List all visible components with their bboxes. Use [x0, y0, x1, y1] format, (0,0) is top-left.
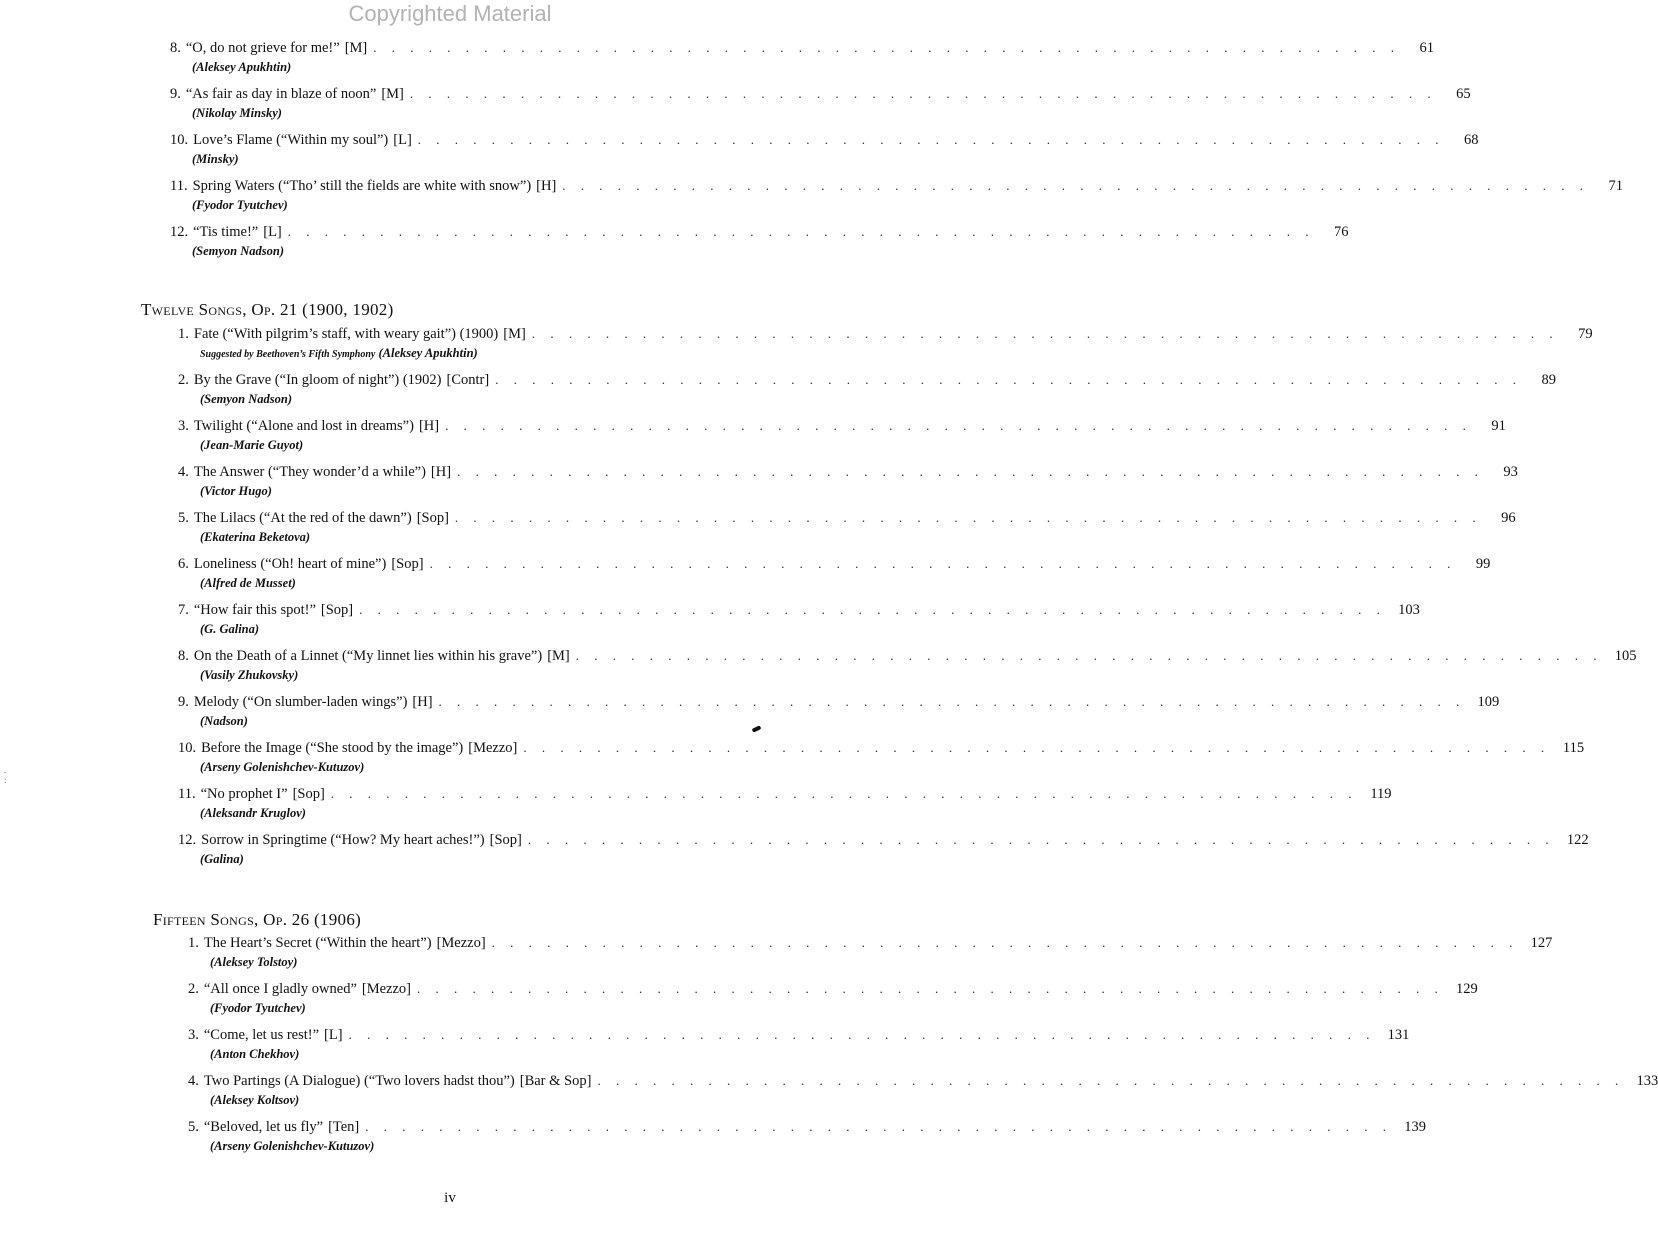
- dot-leader: . . . . . . . . . . . . . . . . . . . . . . . . . . . . . . . . . . . . . . . . . . . . . . . . . . . . . . . .: [348, 1027, 1376, 1042]
- voice-type: [M]: [344, 40, 368, 56]
- entry-number: 2.: [178, 372, 189, 388]
- toc-entry-line: [178, 646, 1637, 666]
- page-ref: 119: [1370, 786, 1392, 802]
- dot-leader: . . . . . . . . . . . . . . . . . . . . . . . . . . . . . . . . . . . . . . . . . . . . . . . . . . . . . . . .: [417, 981, 1444, 996]
- page-ref: 61: [1419, 40, 1434, 56]
- dot-leader: . . . . . . . . . . . . . . . . . . . . . . . . . . . . . . . . . . . . . . . . . . . . . . . . . . . . . . . .: [417, 132, 1445, 147]
- toc-entry-line: [170, 84, 1471, 104]
- entry-title-group: [199, 933, 486, 953]
- song-title: “As fair as day in blaze of noon”: [185, 86, 377, 102]
- entry-subline: [170, 150, 712, 168]
- voice-type: [Mezzo]: [361, 981, 411, 997]
- entry-number: 9.: [170, 86, 181, 102]
- song-title: Spring Waters (“Tho’ still the fields are white with snow”): [192, 178, 532, 194]
- entry-subline: [178, 436, 714, 454]
- section-heading-fifteen-songs: Fifteen Songs, Op. 26 (1906): [153, 910, 362, 929]
- entry-subline: [178, 390, 714, 408]
- poet-name: (Semyon Nadson): [200, 392, 293, 406]
- toc-entry: [178, 646, 1637, 692]
- entry-subline: [178, 574, 714, 592]
- entry-number: 1.: [188, 935, 199, 951]
- song-title: “How fair this spot!”: [193, 602, 316, 618]
- poet-name: (Nadson): [200, 714, 248, 728]
- page-ref: 122: [1566, 832, 1589, 848]
- song-title: “Come, let us rest!”: [203, 1027, 320, 1043]
- page-ref: 68: [1464, 132, 1479, 148]
- song-title: Loneliness (“Oh! heart of mine”): [193, 556, 387, 572]
- entry-subline: [188, 953, 730, 971]
- song-title: On the Death of a Linnet (“My linnet lies within his grave”): [193, 648, 543, 664]
- entry-title-group: [199, 979, 411, 999]
- entry-title-group: [189, 370, 489, 390]
- ink-mark: [752, 725, 762, 732]
- poet-name: (Aleksandr Kruglov): [200, 806, 306, 820]
- voice-type: [H]: [536, 178, 557, 194]
- song-title: Before the Image (“She stood by the image”): [201, 740, 464, 756]
- toc-entry-line: [170, 176, 1624, 196]
- entry-note: Suggested by Beethoven’s Fifth Symphony: [200, 349, 376, 360]
- toc-entry-line: [188, 1025, 1410, 1045]
- toc-entry: [170, 84, 1471, 130]
- page-ref: 79: [1578, 326, 1593, 342]
- toc-entry-line: [178, 692, 1500, 712]
- toc-entry: [170, 222, 1349, 268]
- page-ref: 96: [1501, 510, 1516, 526]
- entry-title-group: [188, 130, 412, 150]
- page-ref: 127: [1530, 935, 1553, 951]
- entry-title-group: [189, 324, 526, 344]
- toc-entry: [188, 979, 1478, 1025]
- toc-entry-line: [178, 600, 1420, 620]
- voice-type: [L]: [263, 224, 282, 240]
- entry-title-group: [196, 738, 517, 758]
- toc-entry-line: [188, 1071, 1658, 1091]
- poet-name: (Victor Hugo): [200, 484, 272, 498]
- dot-leader: . . . . . . . . . . . . . . . . . . . . . . . . . . . . . . . . . . . . . . . . . . . . . . . . . . . . . . . .: [365, 1119, 1393, 1134]
- entry-subline: [188, 1045, 730, 1063]
- voice-type: [L]: [324, 1027, 343, 1043]
- poet-name: (Arseny Golenishchev-Kutuzov): [200, 760, 365, 774]
- song-title: “O, do not grieve for me!”: [185, 40, 340, 56]
- entry-title-group: [196, 784, 325, 804]
- toc-entry: [170, 130, 1479, 176]
- page-ref: 103: [1398, 602, 1420, 618]
- entry-title-group: [189, 600, 353, 620]
- entry-number: 10.: [170, 132, 189, 148]
- entry-number: 9.: [178, 694, 189, 710]
- poet-name: (Fyodor Tyutchev): [192, 198, 288, 212]
- entry-title-group: [189, 462, 451, 482]
- toc-entry-line: [170, 222, 1349, 242]
- entry-number: 3.: [178, 418, 189, 434]
- entry-number: 6.: [178, 556, 189, 572]
- page-ref: 99: [1475, 556, 1491, 572]
- toc-entry: [178, 830, 1589, 876]
- song-title: The Heart’s Secret (“Within the heart”): [203, 935, 432, 951]
- poet-name: (Jean-Marie Guyot): [200, 438, 304, 452]
- dot-leader: . . . . . . . . . . . . . . . . . . . . . . . . . . . . . . . . . . . . . . . . . . . . . . . . . . . . . . . .: [429, 556, 1457, 571]
- page-ref: 93: [1503, 464, 1518, 480]
- poet-name: (Aleksey Apukhtin): [192, 60, 292, 74]
- toc-entry: [170, 176, 1624, 222]
- entry-number: 4.: [178, 464, 189, 480]
- toc-entry-line: [188, 1117, 1427, 1137]
- entry-title-group: [181, 84, 404, 104]
- poet-name: (G. Galina): [200, 622, 260, 636]
- dot-leader: . . . . . . . . . . . . . . . . . . . . . . . . . . . . . . . . . . . . . . . . . . . . . . . . . . . . . . . .: [330, 786, 1358, 801]
- entry-number: 11.: [178, 786, 196, 802]
- entry-number: 4.: [188, 1073, 199, 1089]
- song-title: The Lilacs (“At the red of the dawn”): [193, 510, 412, 526]
- entry-subline: [178, 758, 714, 776]
- toc-entry: [178, 738, 1585, 784]
- toc-entry: [170, 38, 1434, 84]
- poet-name: (Alfred de Musset): [200, 576, 296, 590]
- page-ref: 105: [1614, 648, 1637, 664]
- entry-title-group: [196, 830, 522, 850]
- voice-type: [Sop]: [320, 602, 354, 618]
- dot-leader: . . . . . . . . . . . . . . . . . . . . . . . . . . . . . . . . . . . . . . . . . . . . . . . . . . . . . . . .: [527, 832, 1555, 847]
- dot-leader: . . . . . . . . . . . . . . . . . . . . . . . . . . . . . . . . . . . . . . . . . . . . . . . . . . . . . . . .: [287, 224, 1315, 239]
- entry-subline: [178, 850, 714, 868]
- song-title: The Answer (“They wonder’d a while”): [193, 464, 426, 480]
- toc-entry: [178, 692, 1500, 738]
- page-ref: 76: [1334, 224, 1349, 240]
- entry-title-group: [188, 222, 282, 242]
- toc-section-twelve-songs: [178, 324, 1637, 876]
- toc-entry: [178, 784, 1392, 830]
- song-title: Two Partings (A Dialogue) (“Two lovers hadst thou”): [203, 1073, 515, 1089]
- song-title: Fate (“With pilgrim’s staff, with weary gait”) (1900): [193, 326, 499, 342]
- toc-entry-line: [188, 933, 1553, 953]
- voice-type: [Bar & Sop]: [519, 1073, 592, 1089]
- dot-leader: . . . . . . . . . . . . . . . . . . . . . . . . . . . . . . . . . . . . . . . . . . . . . . . . . . . . . . . .: [373, 40, 1400, 55]
- entry-title-group: [189, 508, 449, 528]
- toc-section-continued: [170, 38, 1624, 268]
- page-ref: 133: [1636, 1073, 1658, 1089]
- song-title: “Beloved, let us fly”: [203, 1119, 324, 1135]
- entry-number: 8.: [170, 40, 181, 56]
- voice-type: [H]: [430, 464, 452, 480]
- toc-entry: [178, 370, 1556, 416]
- poet-name: (Aleksey Tolstoy): [210, 955, 298, 969]
- entry-title-group: [199, 1071, 592, 1091]
- song-title: Sorrow in Springtime (“How? My heart aches!”): [201, 832, 485, 848]
- toc-entry-line: [178, 738, 1585, 758]
- song-title: By the Grave (“In gloom of night”) (1902): [193, 372, 442, 388]
- poet-name: (Vasily Zhukovsky): [200, 668, 299, 682]
- song-title: Melody (“On slumber-laden wings”): [193, 694, 408, 710]
- song-title: Love’s Flame (“Within my soul”): [193, 132, 389, 148]
- page-ref: 109: [1477, 694, 1500, 710]
- voice-type: [Mezzo]: [436, 935, 486, 951]
- voice-type: [Sop]: [391, 556, 424, 572]
- section-heading-twelve-songs: Twelve Songs, Op. 21 (1900, 1902): [141, 300, 394, 319]
- poet-name: (Semyon Nadson): [192, 244, 285, 258]
- entry-subline: [178, 482, 714, 500]
- entry-number: 3.: [188, 1027, 199, 1043]
- poet-name: (Aleksey Apukhtin): [378, 346, 478, 360]
- dot-leader: . . . . . . . . . . . . . . . . . . . . . . . . . . . . . . . . . . . . . . . . . . . . . . . . . . . . . . . .: [562, 178, 1590, 193]
- poet-name: (Ekaterina Beketova): [200, 530, 311, 544]
- entry-title-group: [199, 1117, 359, 1137]
- toc-entry: [178, 416, 1506, 462]
- entry-number: 8.: [178, 648, 189, 664]
- page-number: iv: [444, 1190, 456, 1206]
- voice-type: [H]: [418, 418, 440, 434]
- entry-subline: [188, 1091, 730, 1109]
- toc-entry: [188, 933, 1553, 979]
- page-ref: 115: [1562, 740, 1585, 756]
- dot-leader: . . . . . . . . . . . . . . . . . . . . . . . . . . . . . . . . . . . . . . . . . . . . . . . . . . . . . . . .: [438, 694, 1466, 709]
- entry-subline: [170, 196, 712, 214]
- entry-title-group: [189, 416, 439, 436]
- voice-type: [M]: [381, 86, 404, 102]
- dot-leader: . . . . . . . . . . . . . . . . . . . . . . . . . . . . . . . . . . . . . . . . . . . . . . . . . . . . . . . .: [523, 740, 1551, 755]
- entry-number: 5.: [178, 510, 189, 526]
- poet-name: (Anton Chekhov): [210, 1047, 300, 1061]
- entry-number: 10.: [178, 740, 197, 756]
- voice-type: [H]: [412, 694, 433, 710]
- voice-type: [Sop]: [416, 510, 449, 526]
- entry-subline: [178, 666, 714, 684]
- toc-entry: [178, 508, 1516, 554]
- page-ref: 65: [1456, 86, 1471, 102]
- entry-subline: [170, 104, 712, 122]
- dot-leader: . . . . . . . . . . . . . . . . . . . . . . . . . . . . . . . . . . . . . . . . . . . . . . . . . . . . . . . .: [491, 935, 1519, 950]
- toc-entry: [178, 324, 1593, 370]
- dot-leader: . . . . . . . . . . . . . . . . . . . . . . . . . . . . . . . . . . . . . . . . . . . . . . . . . . . . . . . .: [409, 86, 1437, 101]
- voice-type: [L]: [393, 132, 412, 148]
- poet-name: (Aleksey Koltsov): [210, 1093, 300, 1107]
- dot-leader: . . . . . . . . . . . . . . . . . . . . . . . . . . . . . . . . . . . . . . . . . . . . . . . . . . . . . . . .: [531, 326, 1559, 341]
- entry-subline: [188, 999, 730, 1017]
- toc-entry: [178, 600, 1420, 646]
- toc-entry-line: [170, 130, 1479, 150]
- voice-type: [Ten]: [328, 1119, 360, 1135]
- poet-name: (Fyodor Tyutchev): [210, 1001, 306, 1015]
- scan-specks: . :: [4, 765, 7, 785]
- toc-entry-line: [170, 38, 1434, 58]
- toc-entry-line: [188, 979, 1478, 999]
- entry-number: 5.: [188, 1119, 199, 1135]
- copyright-watermark: Copyrighted Material: [348, 1, 552, 26]
- dot-leader: . . . . . . . . . . . . . . . . . . . . . . . . . . . . . . . . . . . . . . . . . . . . . . . . . . . . . . . .: [597, 1073, 1625, 1088]
- entry-number: 11.: [170, 178, 188, 194]
- voice-type: [Sop]: [489, 832, 522, 848]
- toc-entry: [188, 1025, 1410, 1071]
- page-ref: 139: [1404, 1119, 1427, 1135]
- song-title: “All once I gladly owned”: [203, 981, 357, 997]
- toc-entry: [178, 554, 1491, 600]
- entry-title-group: [189, 692, 433, 712]
- entry-title-group: [188, 176, 557, 196]
- dot-leader: . . . . . . . . . . . . . . . . . . . . . . . . . . . . . . . . . . . . . . . . . . . . . . . . . . . . . . . .: [454, 510, 1482, 525]
- page-ref: 131: [1387, 1027, 1410, 1043]
- toc-entry-line: [178, 508, 1516, 528]
- toc-entry-line: [178, 370, 1556, 390]
- entry-title-group: [189, 646, 570, 666]
- entry-subline: [188, 1137, 730, 1155]
- poet-name: (Arseny Golenishchev-Kutuzov): [210, 1139, 375, 1153]
- entry-title-group: [181, 38, 367, 58]
- toc-entry: [188, 1117, 1427, 1163]
- entry-subline: [178, 620, 714, 638]
- dot-leader: . . . . . . . . . . . . . . . . . . . . . . . . . . . . . . . . . . . . . . . . . . . . . . . . . . . . . . . .: [495, 372, 1522, 387]
- entry-number: 7.: [178, 602, 189, 618]
- poet-name: (Minsky): [192, 152, 239, 166]
- dot-leader: . . . . . . . . . . . . . . . . . . . . . . . . . . . . . . . . . . . . . . . . . . . . . . . . . . . . . . . .: [445, 418, 1472, 433]
- dot-leader: . . . . . . . . . . . . . . . . . . . . . . . . . . . . . . . . . . . . . . . . . . . . . . . . . . . . . . . .: [575, 648, 1603, 663]
- page-ref: 129: [1456, 981, 1478, 997]
- page-ref: 89: [1541, 372, 1556, 388]
- page-ref: 91: [1491, 418, 1506, 434]
- entry-number: 2.: [188, 981, 199, 997]
- toc-section-fifteen-songs: [188, 933, 1658, 1163]
- toc-entry-line: [178, 784, 1392, 804]
- entry-subline: [170, 242, 712, 260]
- voice-type: [Contr]: [446, 372, 490, 388]
- toc-entry-line: [178, 554, 1491, 574]
- page-ref: 71: [1608, 178, 1624, 194]
- toc-entry: [178, 462, 1518, 508]
- voice-type: [Sop]: [292, 786, 325, 802]
- entry-number: 12.: [170, 224, 189, 240]
- song-title: “Tis time!”: [193, 224, 259, 240]
- toc-entry-line: [178, 462, 1518, 482]
- song-title: “No prophet I”: [200, 786, 288, 802]
- dot-leader: . . . . . . . . . . . . . . . . . . . . . . . . . . . . . . . . . . . . . . . . . . . . . . . . . . . . . . . .: [457, 464, 1484, 479]
- entry-number: 1.: [178, 326, 189, 342]
- toc-entry-line: [178, 830, 1589, 850]
- poet-name: (Galina): [200, 852, 244, 866]
- toc-entry-line: [178, 416, 1506, 436]
- entry-number: 12.: [178, 832, 197, 848]
- toc-entry: [188, 1071, 1658, 1117]
- entry-subline: [178, 712, 714, 730]
- entry-subline: [178, 344, 714, 364]
- song-title: Twilight (“Alone and lost in dreams”): [193, 418, 414, 434]
- entry-title-group: [189, 554, 424, 574]
- entry-subline: [178, 528, 714, 546]
- dot-leader: . . . . . . . . . . . . . . . . . . . . . . . . . . . . . . . . . . . . . . . . . . . . . . . . . . . . . . . .: [359, 602, 1386, 617]
- poet-name: (Nikolay Minsky): [192, 106, 282, 120]
- voice-type: [M]: [503, 326, 526, 342]
- entry-subline: [178, 804, 714, 822]
- entry-subline: [170, 58, 712, 76]
- voice-type: [M]: [547, 648, 570, 664]
- toc-entry-line: [178, 324, 1593, 344]
- voice-type: [Mezzo]: [468, 740, 518, 756]
- entry-title-group: [199, 1025, 343, 1045]
